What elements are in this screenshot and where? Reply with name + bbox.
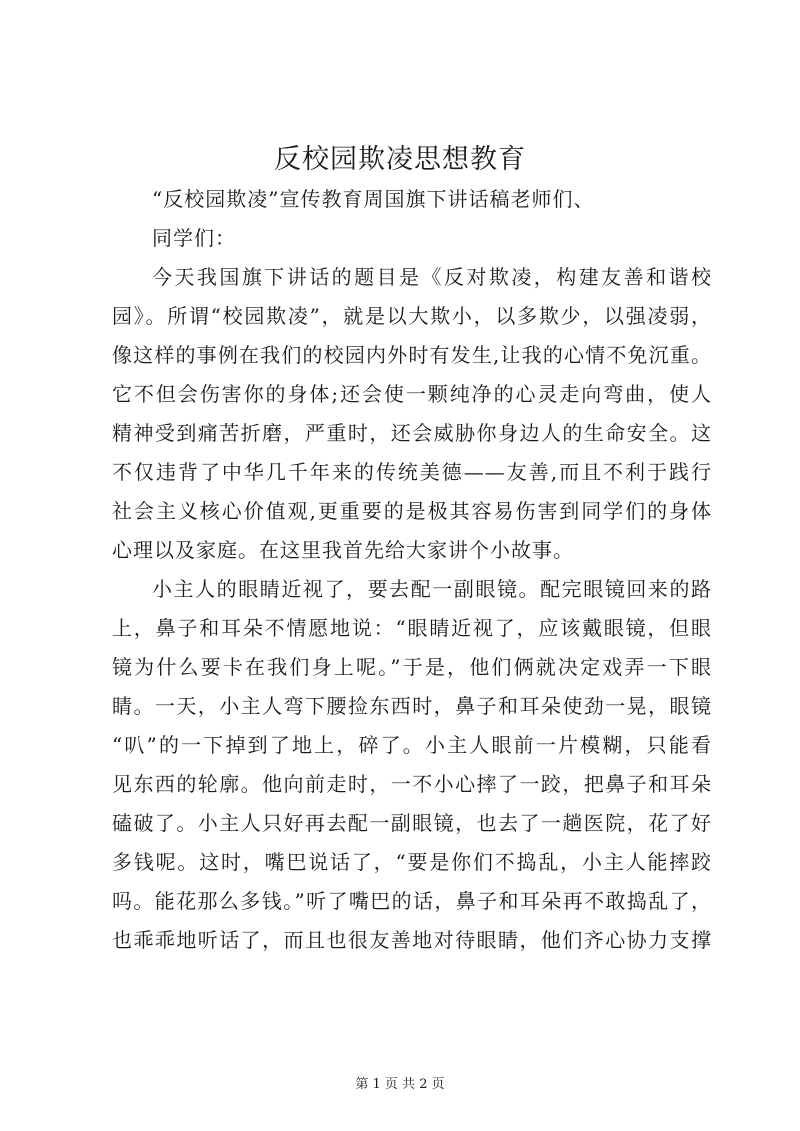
- text-line: 吗。能花那么多钱。”听了嘴巴的话，鼻子和耳朵再不敢捣乱了，: [112, 889, 712, 913]
- text-line: 像这样的事例在我们的校园内外时有发生,让我的心情不免沉重。: [112, 343, 712, 367]
- text-line: “叭”的一下掉到了地上，碎了。小主人眼前一片模糊，只能看: [112, 733, 712, 757]
- page-footer: 第 1 页 共 2 页: [355, 1077, 445, 1092]
- text-line: 见东西的轮廓。他向前走时，一不小心摔了一跤，把鼻子和耳朵: [112, 772, 712, 796]
- text-line: 多钱呢。这时，嘴巴说话了，“要是你们不捣乱，小主人能摔跤: [112, 850, 712, 874]
- text-line: 也乖乖地听话了，而且也很友善地对待眼睛，他们齐心协力支撑: [112, 928, 712, 952]
- text-line: 同学们：: [152, 226, 236, 250]
- text-line: 它不但会伤害你的身体;还会使一颗纯净的心灵走向弯曲，使人: [112, 382, 712, 406]
- text-line: 睛。一天，小主人弯下腰捡东西时，鼻子和耳朵使劲一晃，眼镜: [112, 694, 712, 718]
- text-line: 小主人的眼睛近视了，要去配一副眼镜。配完眼镜回来的路: [152, 577, 712, 601]
- text-line: 园》。所谓“校园欺凌”，就是以大欺小，以多欺少，以强凌弱，: [112, 304, 712, 328]
- text-line: 社会主义核心价值观,更重要的是极其容易伤害到同学们的身体: [112, 499, 712, 523]
- document-body: [112, 180, 712, 960]
- document-title: 反校园欺凌思想教育: [274, 144, 526, 175]
- text-line: 心理以及家庭。在这里我首先给大家讲个小故事。: [112, 538, 574, 562]
- text-line: 精神受到痛苦折磨，严重时，还会威胁你身边人的生命安全。这: [112, 421, 712, 445]
- text-line: 今天我国旗下讲话的题目是《反对欺凌，构建友善和谐校: [152, 265, 712, 289]
- text-line: 不仅违背了中华几千年来的传统美德——友善,而且不利于践行: [112, 460, 712, 484]
- text-line: 上，鼻子和耳朵不情愿地说：“眼睛近视了，应该戴眼镜，但眼: [112, 616, 712, 640]
- text-line: “反校园欺凌”宣传教育周国旗下讲话稿老师们、: [152, 187, 595, 211]
- text-line: 镜为什么要卡在我们身上呢。”于是，他们俩就决定戏弄一下眼: [112, 655, 712, 679]
- text-line: 磕破了。小主人只好再去配一副眼镜，也去了一趟医院，花了好: [112, 811, 712, 835]
